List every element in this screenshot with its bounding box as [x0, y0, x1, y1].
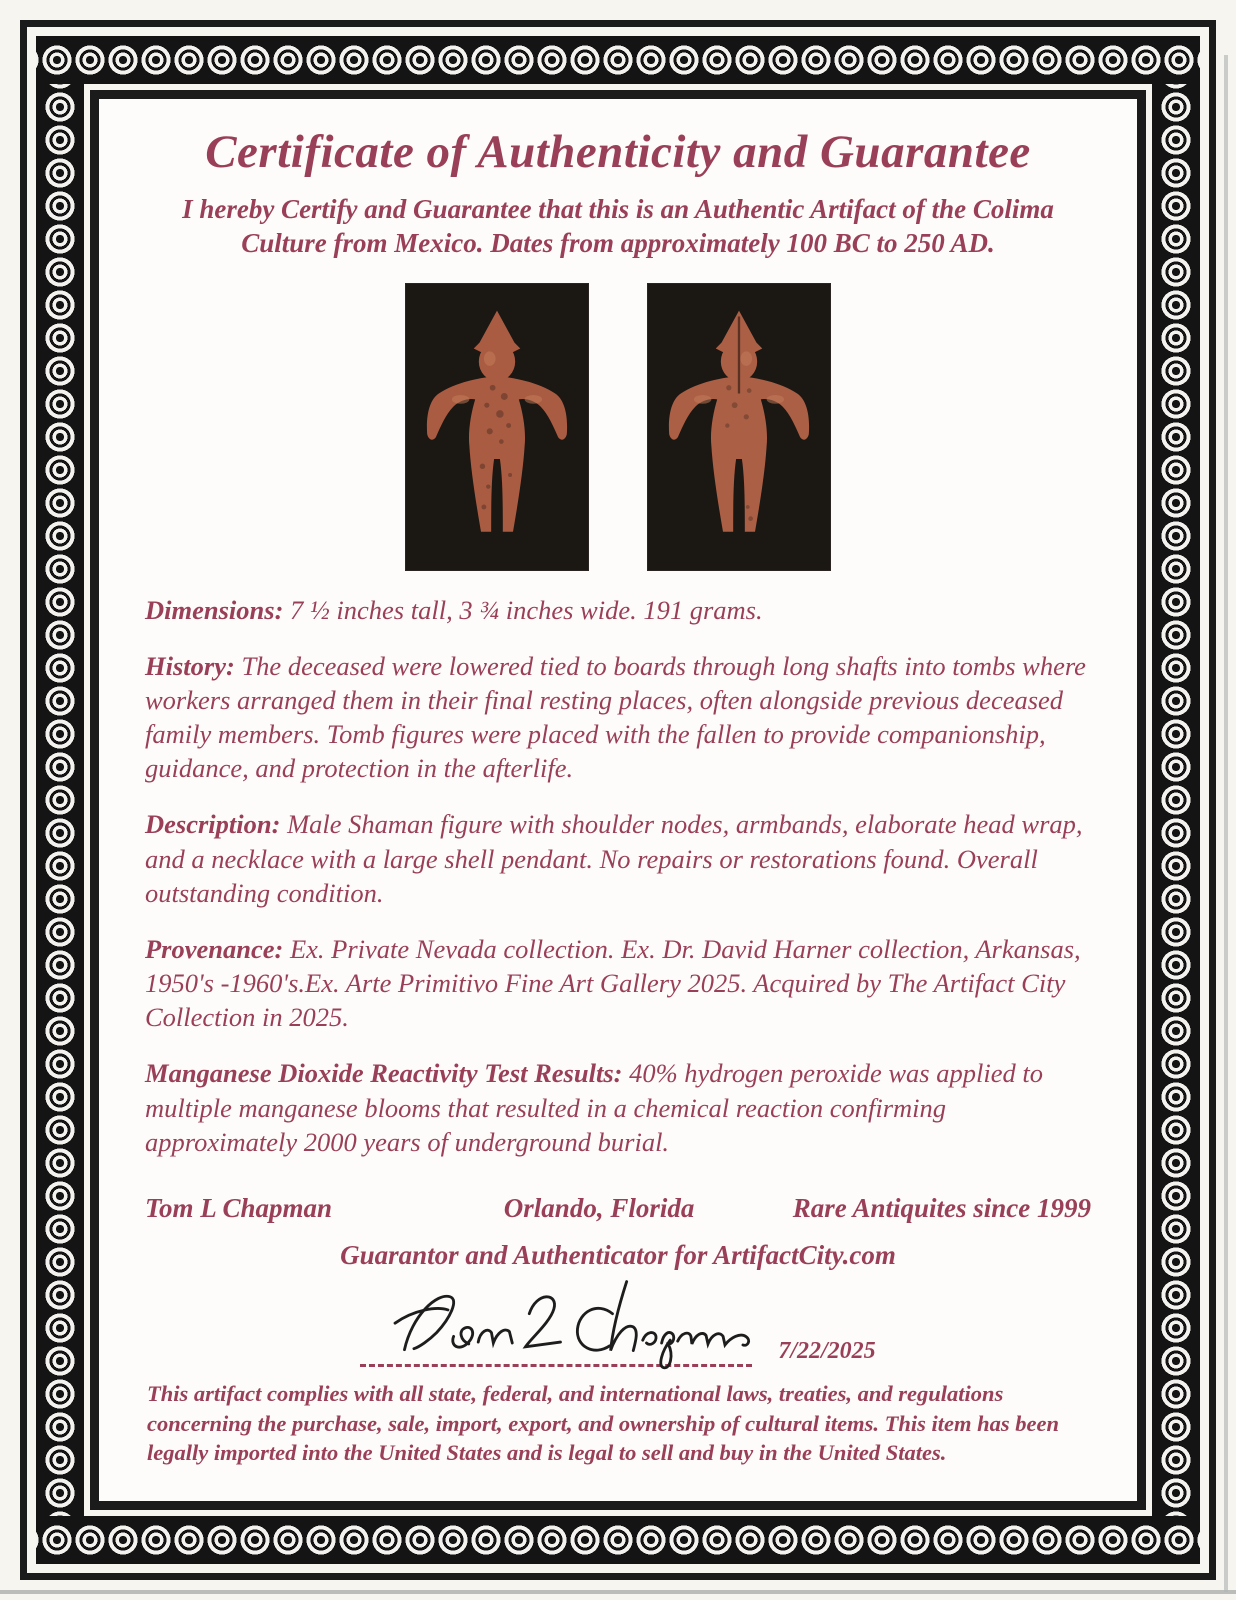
legal-compliance-statement: This artifact complies with all state, federal, and international laws, treaties, and regulations concerning the purchase, sale, import, export, and ownership of cultural items. This item has been legally imported into the United States and is legal to sell and buy in the United States. [147, 1380, 1059, 1466]
artifact-photos [145, 283, 1091, 571]
signature-line [360, 1281, 752, 1367]
authenticator-tagline: Rare Antiquites since 1999 [792, 1192, 1091, 1223]
test-results-section [145, 1056, 1091, 1159]
circle-border-top [36, 36, 1200, 84]
artifact-photo-front [405, 283, 589, 571]
certificate-title: Certificate of Authenticity and Guarantee [205, 126, 1031, 178]
provenance-label: Provenance: [145, 933, 284, 964]
colima-figure-front-image [417, 302, 577, 552]
dimensions-label: Dimensions: [145, 594, 284, 625]
test-results-text: 40% hydrogen peroxide was applied to multiple manganese blooms that resulted in a chemical reaction confirming approximately 2000 years of underground burial. [145, 1058, 1043, 1157]
certificate-body [99, 99, 1137, 1501]
description-label: Description: [145, 809, 281, 840]
authenticator-name: Tom L Chapman [145, 1192, 333, 1223]
colima-figure-back-image [659, 302, 819, 552]
scan-edge-bottom [0, 1590, 1236, 1594]
dimensions-section [145, 593, 1091, 627]
dimensions-text: 7 ½ inches tall, 3 ¾ inches wide. 191 grams. [290, 594, 763, 625]
authenticator-info-row [145, 1193, 1091, 1224]
provenance-text: Ex. Private Nevada collection. Ex. Dr. David Harner collection, Arkansas, 1950's -1960's.Ex. Arte Primitivo Fine Art Gallery 2025. Acquired by The Artifact City Collection in 2025. [145, 933, 1081, 1033]
circle-border-bottom [36, 1516, 1200, 1564]
history-label: History: [145, 650, 235, 681]
guarantor-line: Guarantor and Authenticator for ArtifactCity.com [340, 1239, 896, 1270]
history-section [145, 649, 1091, 786]
circle-border-right [1152, 84, 1200, 1516]
test-results-label: Manganese Dioxide Reactivity Test Results: [145, 1058, 623, 1089]
certification-statement: I hereby Certify and Guarantee that this is an Authentic Artifact of the Colima Culture from Mexico. Dates from approximately 100 BC to 250 AD. [182, 194, 1054, 258]
scan-edge-right [1224, 55, 1228, 1592]
description-section [145, 807, 1091, 910]
handwritten-signature [386, 1274, 786, 1378]
artifact-photo-back [647, 283, 831, 571]
authenticator-location: Orlando, Florida [503, 1192, 695, 1223]
description-text: Male Shaman figure with shoulder nodes, armbands, elaborate head wrap, and a necklace with a large shell pendant. No repairs or restorations found. Overall outstanding condition. [145, 809, 1083, 908]
signature-date: 7/22/2025 [778, 1337, 876, 1364]
provenance-section [145, 932, 1091, 1035]
history-text: The deceased were lowered tied to boards through long shafts into tombs where workers arranged them in their final resting places, often alongside previous deceased family members. Tomb figures were placed with the fallen to provide companionship, guidance, and protection in the afterlife. [145, 650, 1086, 784]
circle-border-left [36, 84, 84, 1516]
signature-block [145, 1275, 1091, 1367]
